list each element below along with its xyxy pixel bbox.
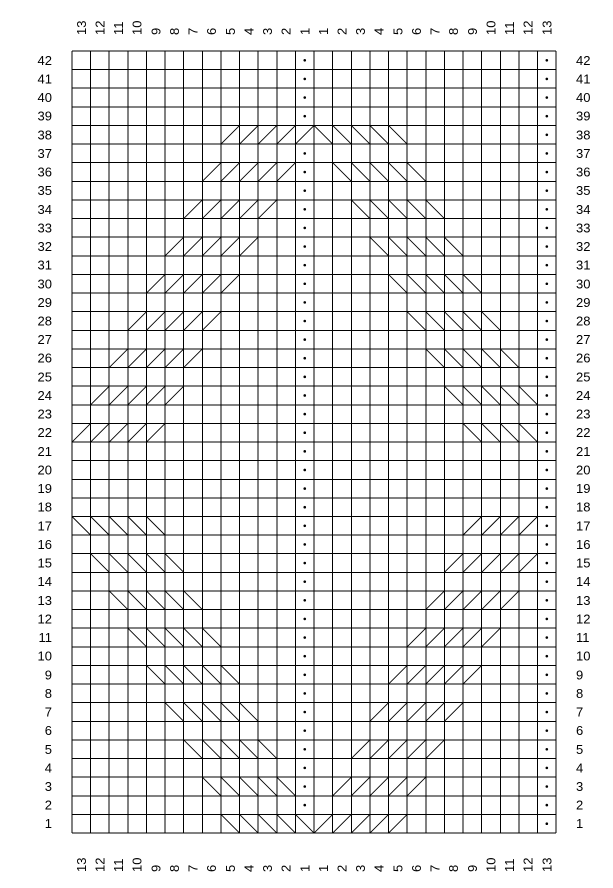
row-number-right: 41	[576, 71, 591, 87]
column-number-bottom: 10	[129, 857, 145, 872]
purl-stitch-dot	[546, 78, 549, 81]
purl-stitch-dot	[546, 227, 549, 230]
cable-cross-symbol	[165, 703, 258, 722]
cable-cross-symbol	[91, 554, 184, 573]
column-number-top: 1	[315, 27, 331, 35]
purl-stitch-dot	[546, 506, 549, 509]
row-number-left: 40	[37, 90, 52, 106]
row-number-right: 24	[576, 387, 591, 403]
column-number-bottom: 9	[464, 864, 480, 872]
row-number-right: 38	[576, 127, 591, 143]
purl-stitch-dot	[546, 692, 549, 695]
row-number-left: 32	[37, 239, 52, 255]
cable-cross-symbol	[407, 628, 500, 647]
purl-stitch-dot	[303, 189, 306, 192]
row-number-right: 32	[576, 239, 591, 255]
purl-stitch-dot	[546, 133, 549, 136]
cable-cross-symbol	[444, 386, 537, 405]
purl-stitch-dot	[303, 748, 306, 751]
purl-stitch-dot	[546, 580, 549, 583]
column-number-bottom: 9	[148, 864, 164, 872]
cable-cross-symbol	[351, 740, 444, 759]
cable-cross-symbol	[165, 237, 258, 256]
row-numbers-right	[576, 53, 590, 831]
cable-cross-symbol	[314, 125, 407, 144]
cable-cross-symbol	[389, 274, 482, 293]
purl-stitch-dot	[546, 189, 549, 192]
cable-cross-symbol	[202, 777, 295, 796]
purl-stitch-dot	[546, 394, 549, 397]
row-number-right: 15	[576, 555, 591, 571]
purl-stitch-dot	[303, 338, 306, 341]
column-numbers-top	[74, 21, 555, 35]
purl-stitch-dot	[546, 673, 549, 676]
cable-cross-symbol	[72, 423, 165, 442]
purl-stitch-dot	[303, 618, 306, 621]
purl-stitch-dot	[303, 59, 306, 62]
row-number-right: 6	[576, 723, 584, 739]
row-number-right: 12	[576, 611, 591, 627]
row-number-right: 42	[576, 52, 591, 68]
purl-stitch-dot	[303, 767, 306, 770]
row-number-right: 17	[576, 518, 591, 534]
purl-stitch-dot	[303, 357, 306, 360]
cable-cross-symbol	[333, 163, 426, 182]
row-number-left: 24	[37, 387, 52, 403]
row-number-right: 8	[576, 685, 584, 701]
purl-stitch-dot	[303, 580, 306, 583]
row-number-left: 19	[37, 481, 52, 497]
cable-cross-symbol	[221, 125, 314, 144]
row-number-left: 6	[44, 723, 52, 739]
row-number-right: 9	[576, 667, 584, 683]
column-number-bottom: 12	[92, 857, 108, 872]
row-number-left: 12	[37, 611, 52, 627]
row-number-left: 13	[37, 592, 52, 608]
row-number-left: 27	[37, 332, 52, 348]
purl-stitch-dot	[546, 115, 549, 118]
purl-stitch-dot	[546, 599, 549, 602]
row-number-left: 37	[37, 145, 52, 161]
row-number-left: 16	[37, 536, 52, 552]
column-number-top: 2	[278, 27, 294, 35]
column-number-bottom: 4	[241, 864, 257, 872]
purl-stitch-dot	[546, 655, 549, 658]
row-number-right: 20	[576, 462, 591, 478]
row-number-right: 35	[576, 183, 591, 199]
purl-stitch-dot	[303, 711, 306, 714]
cable-cross-symbol	[426, 591, 519, 610]
column-number-bottom: 6	[204, 864, 220, 872]
purl-stitch-dot	[303, 487, 306, 490]
purl-stitch-dot	[303, 469, 306, 472]
cable-cross-symbol	[314, 814, 407, 833]
cable-cross-symbol	[221, 814, 314, 833]
row-number-right: 4	[576, 760, 584, 776]
row-number-left: 11	[38, 630, 52, 646]
row-number-right: 34	[576, 201, 591, 217]
column-number-bottom: 11	[111, 858, 127, 872]
column-number-top: 2	[334, 27, 350, 35]
row-number-left: 17	[37, 518, 52, 534]
column-number-top: 9	[148, 27, 164, 35]
column-number-top: 9	[464, 27, 480, 35]
purl-stitch-dot	[546, 338, 549, 341]
row-number-right: 25	[576, 369, 591, 385]
row-number-right: 7	[576, 704, 584, 720]
purl-stitch-dot	[546, 822, 549, 825]
row-number-right: 33	[576, 220, 591, 236]
purl-stitch-dot	[303, 96, 306, 99]
purl-stitch-dot	[303, 301, 306, 304]
column-number-bottom: 13	[73, 857, 89, 872]
purl-stitch-dot	[303, 785, 306, 788]
purl-stitch-dot	[546, 543, 549, 546]
purl-stitch-dot	[546, 59, 549, 62]
purl-stitch-dot	[546, 711, 549, 714]
purl-stitch-dot	[546, 785, 549, 788]
purl-stitch-dot	[546, 171, 549, 174]
column-number-bottom: 11	[502, 858, 518, 872]
column-number-top: 5	[222, 27, 238, 35]
purl-stitch-dot	[546, 301, 549, 304]
column-number-bottom: 2	[334, 864, 350, 872]
row-number-left: 8	[44, 685, 52, 701]
cable-cross-symbol	[184, 200, 277, 219]
cable-cross-symbol	[444, 554, 537, 573]
purl-stitch-dot	[546, 729, 549, 732]
cable-cross-symbol	[426, 349, 519, 368]
row-number-left: 41	[37, 71, 52, 87]
purl-stitch-dot	[546, 413, 549, 416]
purl-stitch-dot	[303, 227, 306, 230]
cable-cross-symbol	[109, 591, 202, 610]
row-number-left: 1	[44, 816, 52, 832]
purl-stitch-dot	[303, 692, 306, 695]
purl-stitch-dot	[546, 767, 549, 770]
row-number-left: 3	[44, 778, 52, 794]
column-number-bottom: 3	[353, 864, 369, 872]
column-number-top: 7	[427, 27, 443, 35]
cable-cross-symbol	[202, 163, 295, 182]
purl-stitch-dot	[303, 264, 306, 267]
column-number-bottom: 1	[315, 864, 331, 872]
purl-stitch-dot	[546, 618, 549, 621]
column-number-bottom: 1	[297, 864, 313, 872]
purl-stitch-dot	[546, 282, 549, 285]
row-number-right: 11	[576, 630, 590, 646]
row-number-left: 20	[37, 462, 52, 478]
column-number-bottom: 2	[278, 864, 294, 872]
purl-stitch-dot	[546, 208, 549, 211]
purl-stitch-dot	[303, 152, 306, 155]
cable-cross-symbol	[128, 312, 221, 331]
row-number-right: 29	[576, 294, 591, 310]
column-number-top: 11	[111, 21, 127, 35]
column-number-top: 10	[129, 20, 145, 35]
row-number-left: 10	[37, 648, 52, 664]
purl-stitch-dot	[546, 376, 549, 379]
row-number-left: 28	[37, 313, 52, 329]
column-number-top: 5	[390, 27, 406, 35]
column-number-top: 4	[241, 27, 257, 35]
column-number-top: 12	[520, 20, 536, 35]
row-number-left: 26	[37, 350, 52, 366]
purl-stitch-dot	[303, 115, 306, 118]
row-number-right: 40	[576, 90, 591, 106]
column-number-top: 1	[297, 27, 313, 35]
purl-stitch-dot	[546, 748, 549, 751]
purl-stitch-dot	[546, 469, 549, 472]
purl-stitch-dot	[546, 357, 549, 360]
row-number-right: 5	[576, 741, 584, 757]
column-number-top: 8	[166, 27, 182, 35]
row-number-left: 39	[37, 108, 52, 124]
column-number-bottom: 4	[371, 864, 387, 872]
purl-stitch-dot	[303, 282, 306, 285]
column-number-bottom: 7	[185, 864, 201, 872]
row-number-left: 33	[37, 220, 52, 236]
cable-cross-symbol	[370, 703, 463, 722]
purl-stitch-dot	[303, 320, 306, 323]
row-number-left: 7	[44, 704, 52, 720]
purl-stitch-dot	[303, 171, 306, 174]
row-number-left: 15	[37, 555, 52, 571]
row-number-left: 23	[37, 406, 52, 422]
row-number-left: 18	[37, 499, 52, 515]
row-number-right: 16	[576, 536, 591, 552]
row-number-left: 25	[37, 369, 52, 385]
row-number-right: 21	[576, 443, 591, 459]
column-number-bottom: 6	[408, 864, 424, 872]
purl-stitch-dot	[303, 208, 306, 211]
row-number-left: 2	[44, 797, 52, 813]
column-number-bottom: 7	[427, 864, 443, 872]
purl-stitch-dot	[303, 562, 306, 565]
row-number-left: 22	[37, 425, 52, 441]
purl-stitch-dot	[546, 152, 549, 155]
cable-cross-symbol	[407, 312, 500, 331]
row-number-right: 28	[576, 313, 591, 329]
row-number-left: 4	[44, 760, 52, 776]
purl-stitch-dot	[303, 506, 306, 509]
column-number-top: 3	[353, 27, 369, 35]
cable-cross-symbol	[128, 628, 221, 647]
row-number-right: 23	[576, 406, 591, 422]
cable-cross-symbol	[146, 665, 239, 684]
row-number-right: 13	[576, 592, 591, 608]
row-number-right: 30	[576, 276, 591, 292]
column-number-top: 11	[502, 21, 518, 35]
purl-stitch-dot	[303, 673, 306, 676]
row-number-right: 1	[576, 816, 584, 832]
row-number-right: 37	[576, 145, 591, 161]
column-number-top: 13	[73, 20, 89, 35]
purl-stitch-dot	[303, 450, 306, 453]
column-number-top: 6	[408, 27, 424, 35]
purl-stitch-dot	[546, 431, 549, 434]
column-number-top: 13	[539, 20, 555, 35]
column-number-top: 6	[204, 27, 220, 35]
purl-stitch-dot	[303, 729, 306, 732]
purl-stitch-dot	[303, 804, 306, 807]
row-number-right: 2	[576, 797, 584, 813]
row-number-left: 14	[37, 574, 52, 590]
row-number-left: 34	[37, 201, 52, 217]
column-number-top: 12	[92, 20, 108, 35]
purl-stitch-dot	[303, 245, 306, 248]
purl-stitch-dot	[303, 78, 306, 81]
purl-stitch-dot	[546, 264, 549, 267]
purl-stitch-dot	[303, 413, 306, 416]
row-number-left: 31	[37, 257, 52, 273]
row-number-left: 36	[37, 164, 52, 180]
row-number-right: 18	[576, 499, 591, 515]
cable-cross-symbol	[333, 777, 426, 796]
purl-stitch-dot	[546, 636, 549, 639]
purl-stitch-dot	[546, 450, 549, 453]
column-number-top: 4	[371, 27, 387, 35]
column-number-bottom: 3	[260, 864, 276, 872]
cable-cross-symbol	[370, 237, 463, 256]
chart-grid	[72, 51, 556, 833]
purl-stitch-dot	[303, 543, 306, 546]
column-number-bottom: 8	[446, 864, 462, 872]
column-number-top: 8	[446, 27, 462, 35]
column-number-bottom: 10	[483, 857, 499, 872]
column-number-top: 3	[260, 27, 276, 35]
row-number-right: 27	[576, 332, 591, 348]
row-number-left: 5	[44, 741, 52, 757]
row-number-right: 10	[576, 648, 591, 664]
row-number-left: 42	[37, 52, 52, 68]
column-number-bottom: 5	[390, 864, 406, 872]
cable-cross-symbol	[72, 517, 165, 536]
purl-stitch-dot	[546, 525, 549, 528]
column-number-top: 10	[483, 20, 499, 35]
row-number-left: 30	[37, 276, 52, 292]
column-number-bottom: 12	[520, 857, 536, 872]
purl-stitch-dot	[303, 599, 306, 602]
cable-cross-symbol	[109, 349, 202, 368]
purl-stitch-dot	[303, 431, 306, 434]
purl-stitch-dot	[303, 636, 306, 639]
cable-cross-symbol	[146, 274, 239, 293]
cable-cross-symbol	[91, 386, 184, 405]
row-number-right: 22	[576, 425, 591, 441]
purl-stitch-dot	[546, 804, 549, 807]
purl-stitch-dot	[303, 376, 306, 379]
column-number-bottom: 5	[222, 864, 238, 872]
purl-stitch-dot	[303, 655, 306, 658]
row-number-left: 9	[44, 667, 52, 683]
row-number-right: 26	[576, 350, 591, 366]
row-number-left: 29	[37, 294, 52, 310]
purl-stitch-dot	[546, 487, 549, 490]
cable-cross-symbol	[389, 665, 482, 684]
column-number-top: 7	[185, 27, 201, 35]
purl-stitch-dot	[303, 525, 306, 528]
purl-stitch-dot	[546, 96, 549, 99]
row-number-right: 14	[576, 574, 591, 590]
cable-cross-symbol	[184, 740, 277, 759]
row-number-right: 3	[576, 778, 584, 794]
purl-stitch-dot	[546, 245, 549, 248]
row-number-left: 21	[37, 443, 52, 459]
cable-cross-symbol	[351, 200, 444, 219]
row-number-right: 19	[576, 481, 591, 497]
purl-stitch-dot	[303, 394, 306, 397]
row-number-left: 35	[37, 183, 52, 199]
row-number-left: 38	[37, 127, 52, 143]
row-number-right: 31	[576, 257, 591, 273]
row-number-right: 36	[576, 164, 591, 180]
purl-stitch-dot	[546, 320, 549, 323]
column-number-bottom: 13	[539, 857, 555, 872]
purl-stitch-dot	[546, 562, 549, 565]
column-numbers-bottom	[74, 858, 555, 872]
row-numbers-left	[38, 53, 52, 831]
column-number-bottom: 8	[166, 864, 182, 872]
row-number-right: 39	[576, 108, 591, 124]
